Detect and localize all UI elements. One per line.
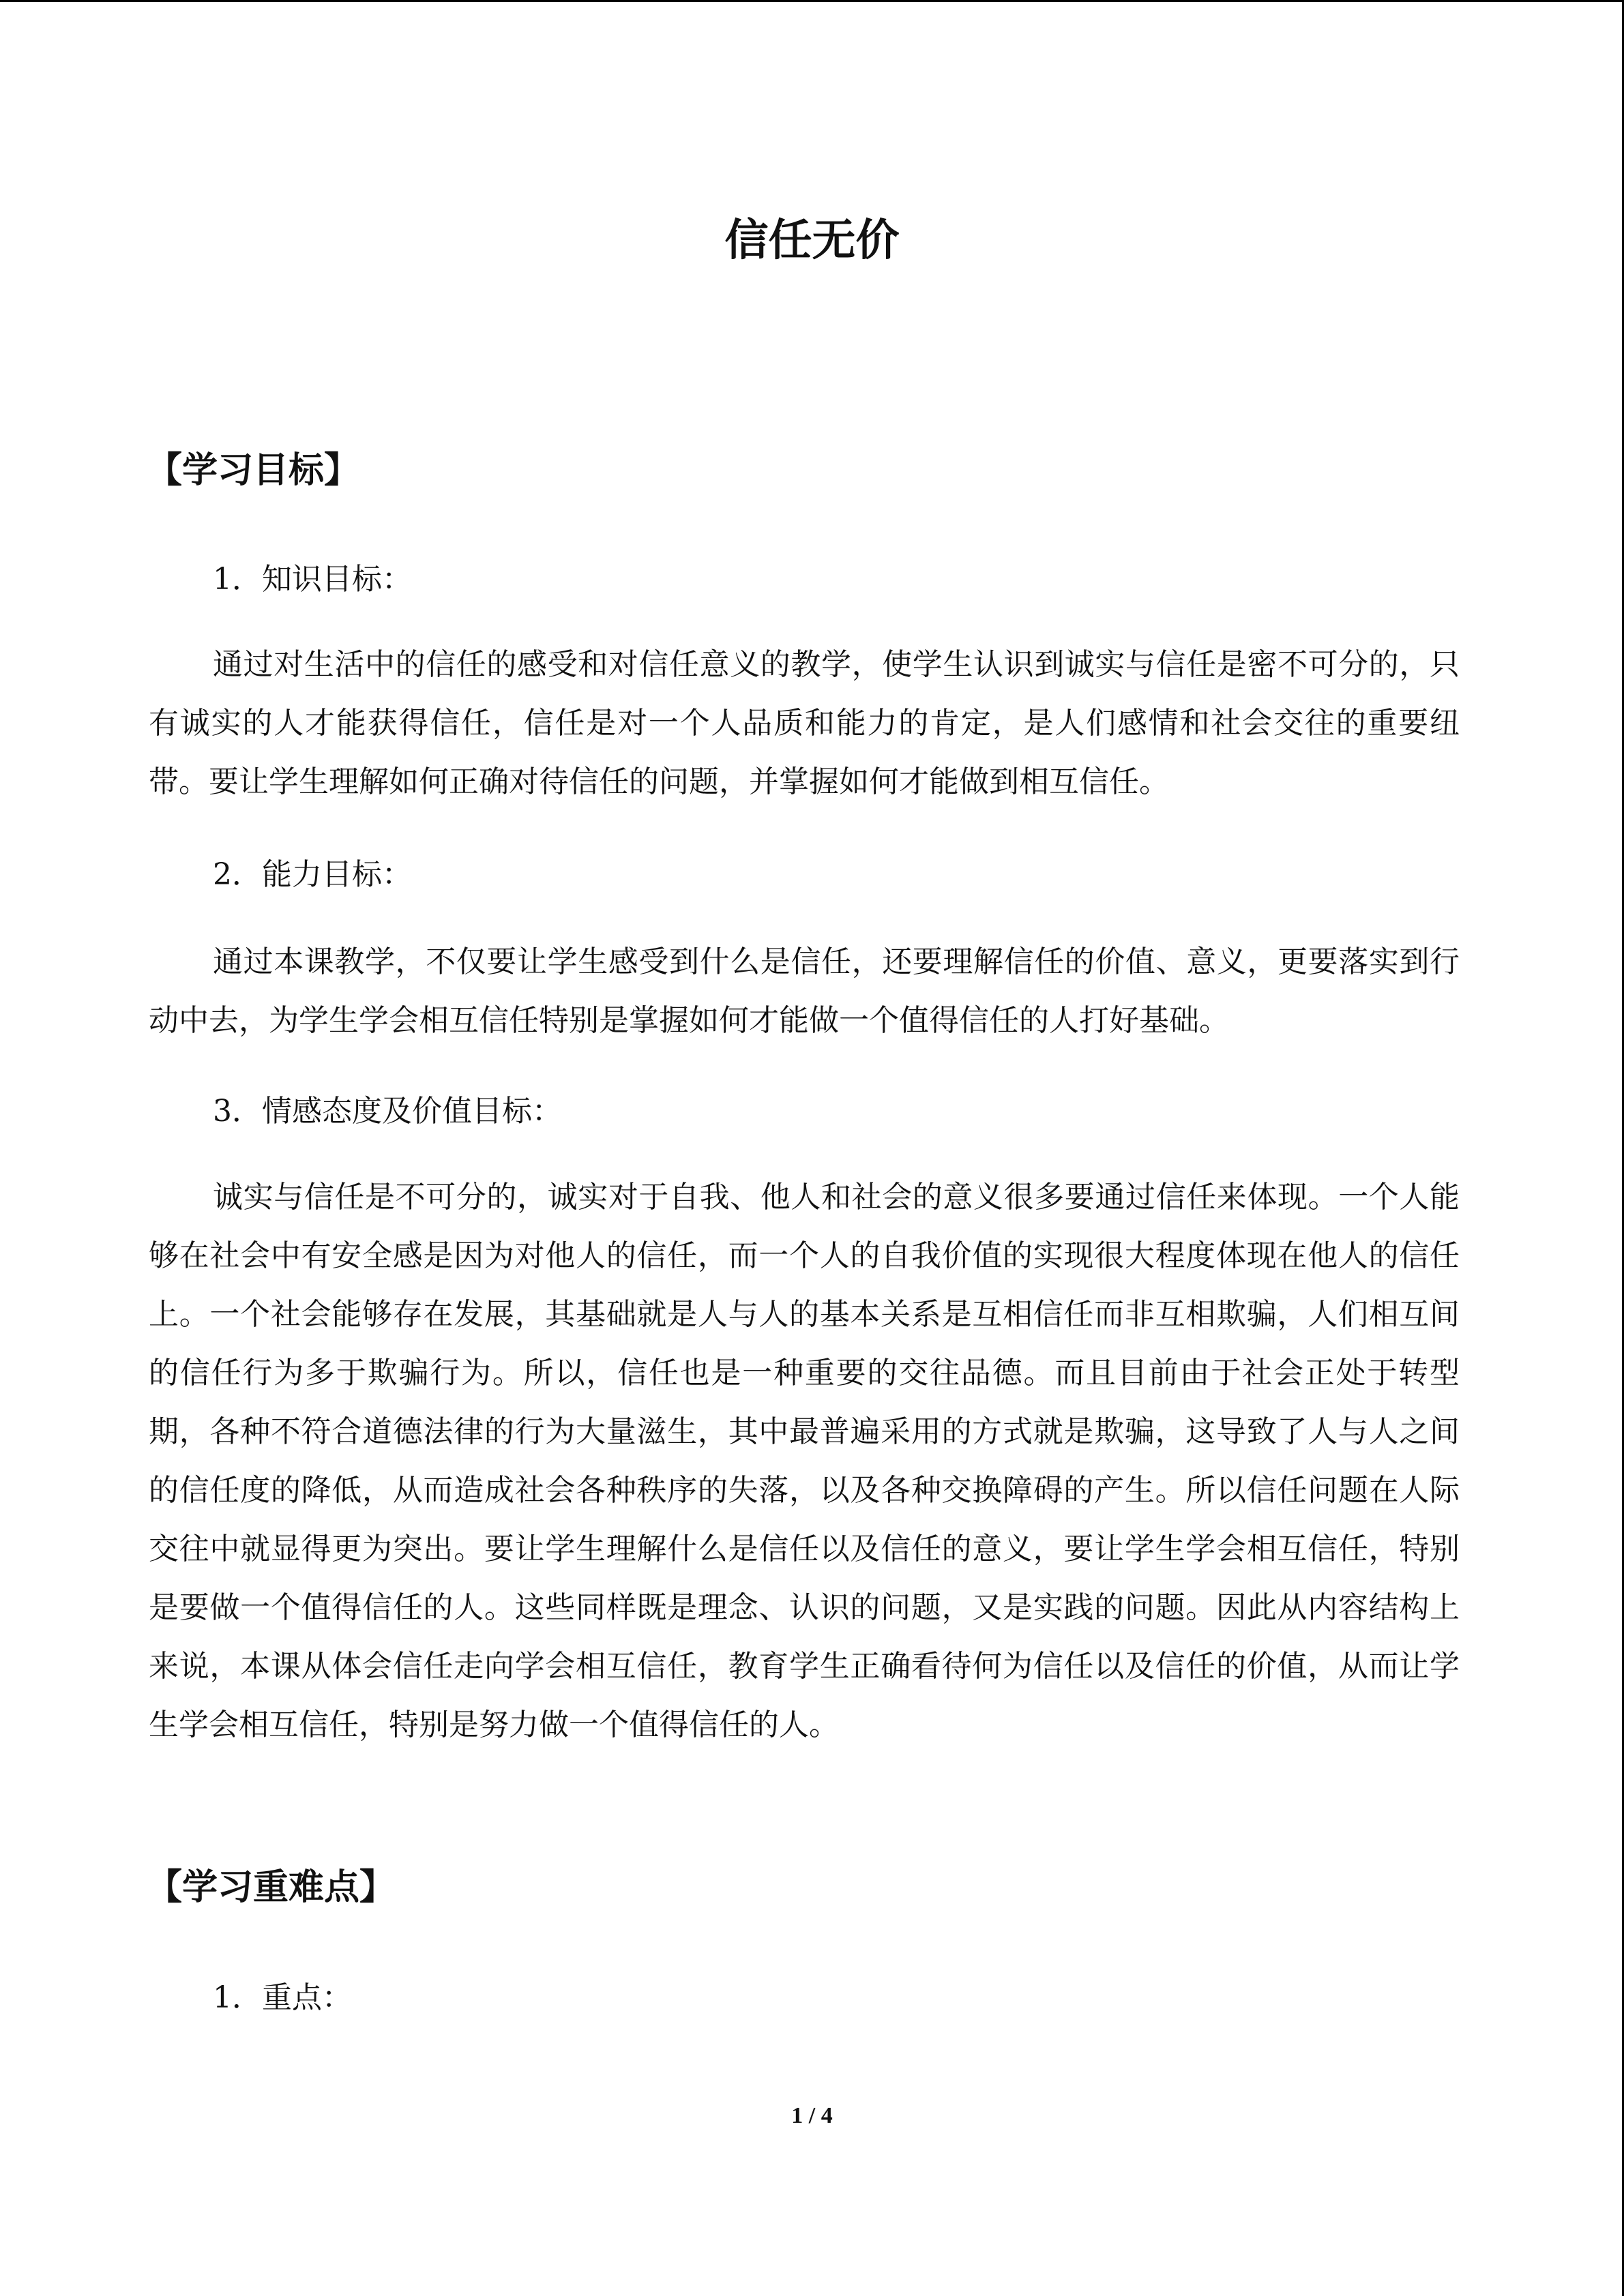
knowledge-objective-label: 1．知识目标： <box>213 562 412 597</box>
ability-objective-text: 通过本课教学，不仅要让学生感受到什么是信任，还要理解信任的价值、意义，更要落实到行动中去，为学生学会相互信任特别是掌握如何才能做一个值得信任的人打好基础。 <box>149 944 1460 1038</box>
section-heading-key-difficulties: 【学习重难点】 <box>147 1867 396 1908</box>
emotion-objective-label: 3．情感态度及价值目标： <box>213 1094 562 1129</box>
knowledge-objective-text: 通过对生活中的信任的感受和对信任意义的教学，使学生认识到诚实与信任是密不可分的，只有诚实的人才能获得信任，信任是对一个人品质和能力的肯定，是人们感情和社会交往的重要纽带。要让学生理解如何正确对待信任的问题，并掌握如何才能做到相互信任。 <box>149 647 1460 799</box>
ability-objective-label: 2．能力目标： <box>213 857 412 892</box>
page-number: 1 / 4 <box>791 2103 833 2128</box>
page-title: 信任无价 <box>724 215 900 266</box>
section-heading-learning-objectives: 【学习目标】 <box>147 450 360 491</box>
emotion-objective-text: 诚实与信任是不可分的，诚实对于自我、他人和社会的意义很多要通过信任来体现。一个人能够在社会中有安全感是因为对他人的信任，而一个人的自我价值的实现很大程度体现在他人的信任上。一个社会能够存在发展，其基础就是人与人的基本关系是互相信任而非互相欺骗，人们相互间的信任行为多于欺骗行为。所以，信任也是一种重要的交往品德。而且目前由于社会正处于转型期，各种不符合道德法律的行为大量滋生，其中最普遍采用的方式就是欺骗，这导致了人与人之间的信任度的降低，从而造成社会各种秩序的失落，以及各种交换障碍的产生。所以信任问题在人际交往中就显得更为突出。要让学生理解什么是信任以及信任的意义，要让学生学会相互信任，特别是要做一个值得信任的人。这些同样既是理念、认识的问题，又是实践的问题。因此从内容结构上来说，本课从体会信任走向学会相互信任，教育学生正确看待何为信任以及信任的价值，从而让学生学会相互信任，特别是努力做一个值得信任的人。 <box>149 1180 1460 1742</box>
key-point-label: 1．重点： <box>213 1980 352 2015</box>
